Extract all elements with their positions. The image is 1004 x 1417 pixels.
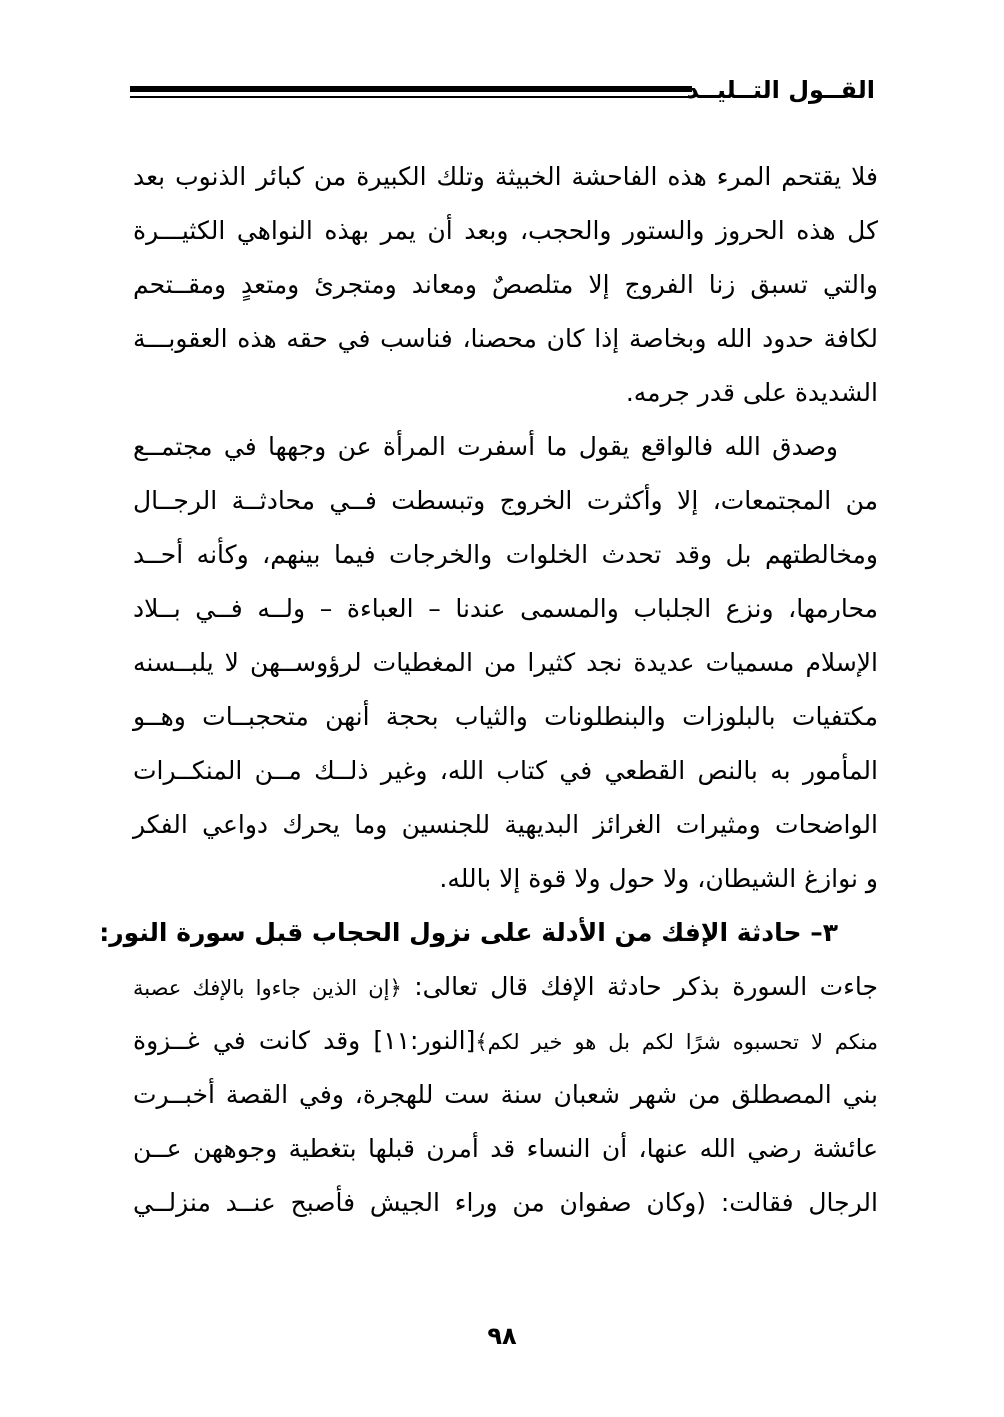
text-line: وصدق الله فالواقع يقول ما أسفرت المرأة عن وجهها في مجتمــع <box>133 432 838 461</box>
book-title: القــول التــليــد <box>686 76 875 104</box>
paragraph-1 <box>133 150 878 420</box>
text-line: الإسلام مسميات عديدة نجد كثيرا من المغطيات لرؤوســهن لا يلبــسنه <box>133 648 878 677</box>
text-fragment: جاءت السورة بذكر حادثة الإفك قال تعالى: <box>401 972 878 1001</box>
page-number: ٩٨ <box>487 1322 517 1350</box>
paragraph-3 <box>133 960 878 1230</box>
text-fragment: [النور:١١] وقد كانت في غــزوة <box>133 1026 476 1055</box>
text-line: عائشة رضي الله عنها، أن النساء قد أمرن قبلها بتغطية وجوههن عــن <box>133 1134 878 1163</box>
text-line: محارمها، ونزع الجلباب والمسمى عندنا – العباءة – ولــه فــي بــلاد <box>133 594 878 623</box>
text-line <box>133 1014 878 1068</box>
text-line: لكافة حدود الله وبخاصة إذا كان محصنا، فناسب في حقه هذه العقوبـــة <box>133 324 878 353</box>
header-rule-thin <box>130 96 692 98</box>
text-line: والتي تسبق زنا الفروج إلا متلصصٌ ومعاند ومتجرئ ومتعدٍ ومقــتحم <box>133 270 878 299</box>
text-line: بني المصطلق من شهر شعبان سنة ست للهجرة، وفي القصة أخبــرت <box>133 1080 878 1109</box>
text-line: الشديدة على قدر جرمه. <box>625 378 878 407</box>
page-header <box>130 72 875 112</box>
text-line: الواضحات ومثيرات الغرائز البديهية للجنسين وما يحرك دواعي الفكر <box>133 810 878 839</box>
text-line: المأمور به بالنص القطعي في كتاب الله، وغير ذلــك مــن المنكــرات <box>133 756 878 785</box>
quran-quote: منكم لا تحسبوه شرًا لكم بل هو خير لكم﴾ <box>475 1030 879 1054</box>
page-body <box>99 150 879 1230</box>
text-line: كل هذه الحروز والستور والحجب، وبعد أن يمر بهذه النواهي الكثيـــرة <box>133 216 878 245</box>
paragraph-2 <box>133 420 878 906</box>
text-line: من المجتمعات، إلا وأكثرت الخروج وتبسطت فــي محادثــة الرجــال <box>133 486 878 515</box>
text-line: ومخالطتهم بل وقد تحدث الخلوات والخرجات فيما بينهم، وكأنه أحــد <box>133 540 878 569</box>
text-line <box>133 960 878 1014</box>
text-line: الرجال فقالت: (وكان صفوان من وراء الجيش فأصبح عنــد منزلــي <box>133 1188 878 1217</box>
quran-quote: ﴿إن الذين جاءوا بالإفك عصبة <box>133 976 402 1000</box>
text-line: و نوازغ الشيطان، ولا حول ولا قوة إلا بالله. <box>439 864 878 893</box>
header-rule-thick <box>130 86 692 92</box>
section-heading: ٣– حادثة الإفك من الأدلة على نزول الحجاب قبل سورة النور: <box>99 918 838 947</box>
text-line: فلا يقتحم المرء هذه الفاحشة الخبيثة وتلك الكبيرة من كبائر الذنوب بعد <box>133 162 878 191</box>
text-line: مكتفيات بالبلوزات والبنطلونات والثياب بحجة أنهن متحجبــات وهــو <box>133 702 878 731</box>
